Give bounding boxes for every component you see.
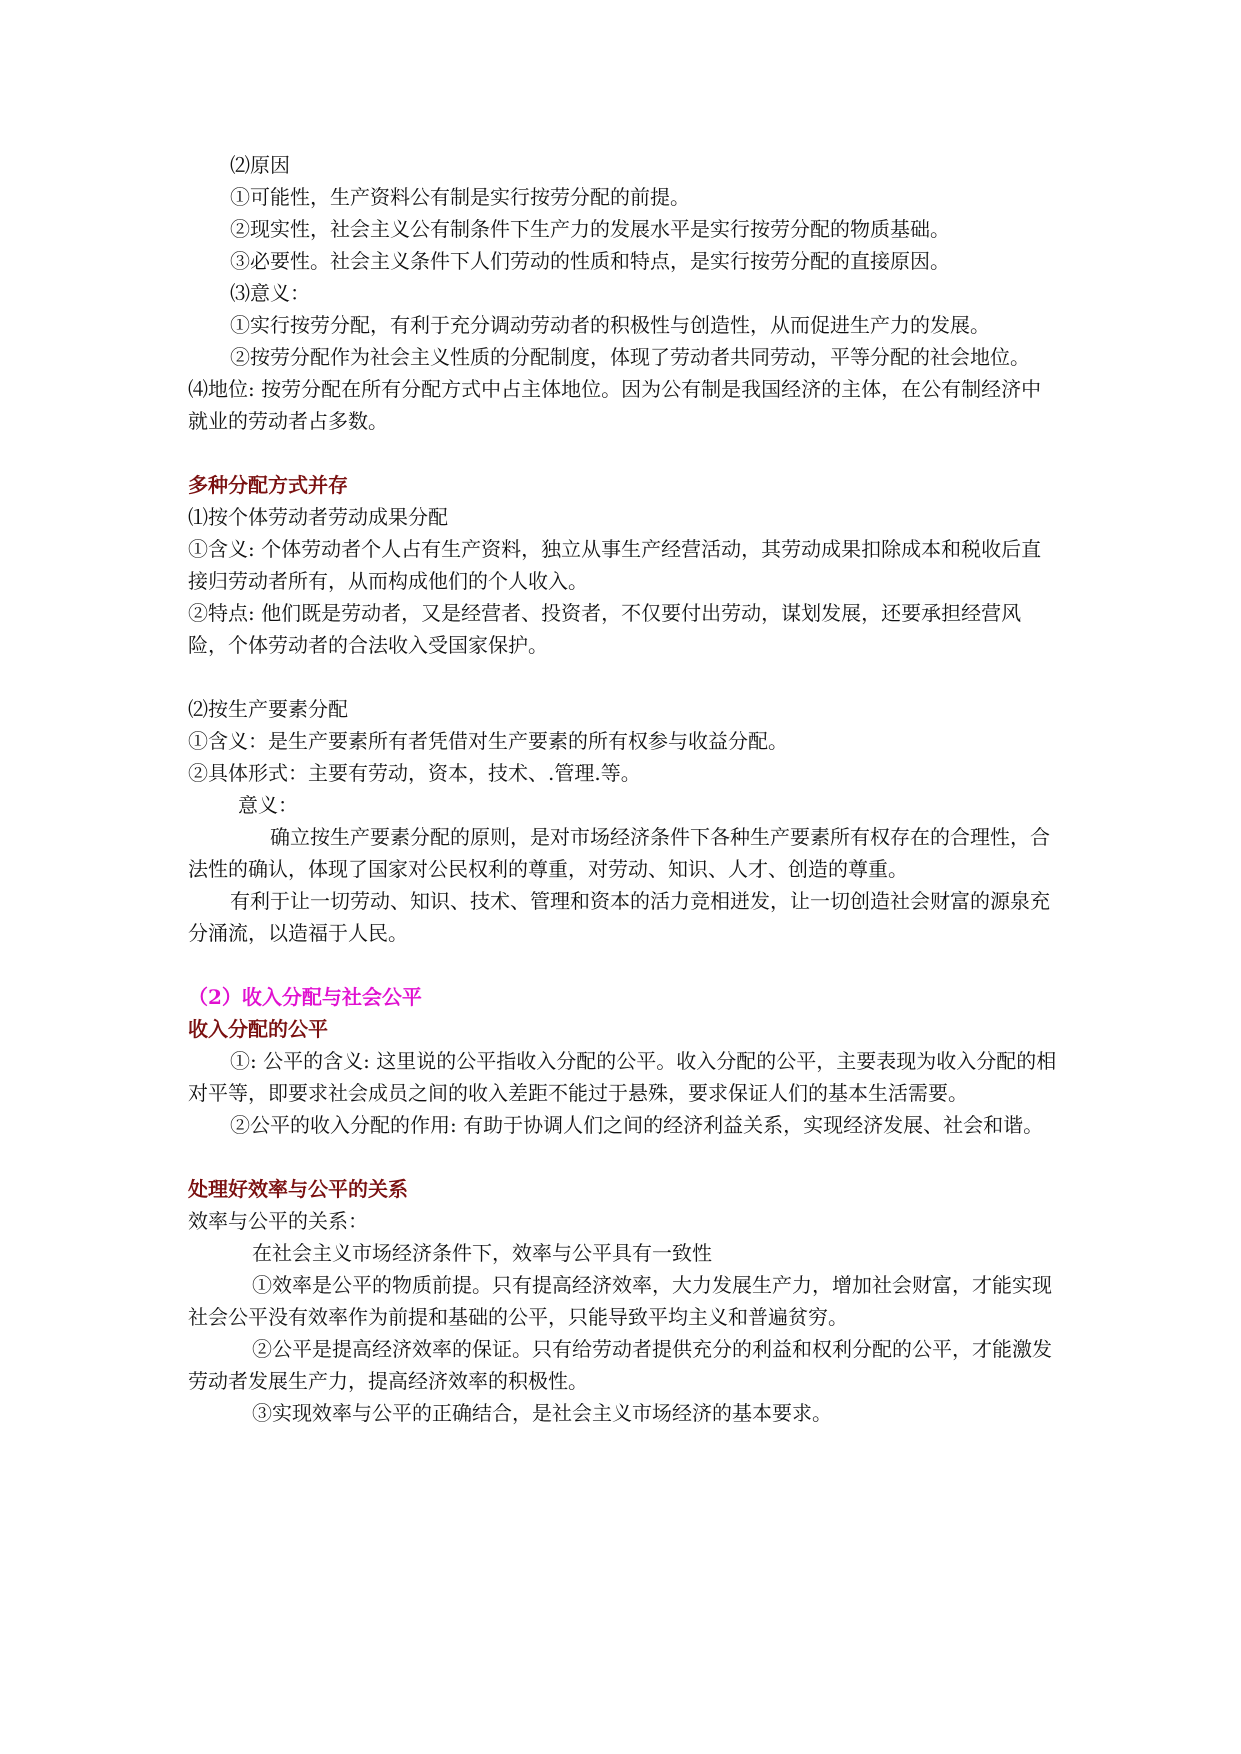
efficiency-fairness-item-3: ③实现效率与公平的正确结合，是社会主义市场经济的基本要求。 [252,1401,832,1425]
efficiency-fairness-intro: 在社会主义市场经济条件下，效率与公平具有一致性 [252,1241,712,1265]
individual-labor-meaning: ①含义: 个体劳动者个人占有生产资料，独立从事生产经营活动，其劳动成果扣除成本和税收后直接归劳动者所有，从而构成他们的个人收入。 [188,537,1042,593]
efficiency-fairness-item-1: ①效率是公平的物质前提。只有提高经济效率，大力发展生产力，增加社会财富，才能实现社会公平没有效率作为前提和基础的公平，只能导致平均主义和普遍贫穷。 [188,1273,1052,1329]
fairness-meaning: ①: 公平的含义: 这里说的公平指收入分配的公平。收入分配的公平，主要表现为收入分配的相对平等，即要求社会成员之间的收入差距不能过于悬殊，要求保证人们的基本生活需要。 [188,1049,1057,1105]
reason-item-3: ③必要性。社会主义条件下人们劳动的性质和特点，是实行按劳分配的直接原因。 [230,249,950,273]
section-heading-income-fairness: （2）收入分配与社会公平 [188,985,422,1009]
reason-heading: ⑵原因 [230,153,290,177]
status-paragraph: ⑷地位: 按劳分配在所有分配方式中占主体地位。因为公有制是我国经济的主体，在公有制经济中就业的劳动者占多数。 [188,377,1042,433]
reason-item-1: ①可能性，生产资料公有制是实行按劳分配的前提。 [230,185,690,209]
spacer [188,949,1058,981]
reason-item-2: ②现实性，社会主义公有制条件下生产力的发展水平是实行按劳分配的物质基础。 [230,217,950,241]
meaning-item-1: ①实行按劳分配，有利于充分调动劳动者的积极性与创造性，从而促进生产力的发展。 [230,313,990,337]
section-heading-multi-distribution: 多种分配方式并存 [188,473,348,497]
production-factor-significance-label: 意义： [238,793,298,817]
fairness-role: ②公平的收入分配的作用: 有助于协调人们之间的经济利益关系，实现经济发展、社会和谐。 [230,1113,1044,1137]
production-factor-meaning: ①含义：是生产要素所有者凭借对生产要素的所有权参与收益分配。 [188,729,788,753]
efficiency-fairness-item-2: ②公平是提高经济效率的保证。只有给劳动者提供充分的利益和权利分配的公平，才能激发劳动者发展生产力，提高经济效率的积极性。 [188,1337,1052,1393]
section-heading-efficiency-fairness: 处理好效率与公平的关系 [188,1177,408,1201]
production-factor-significance-2: 有利于让一切劳动、知识、技术、管理和资本的活力竞相迸发，让一切创造社会财富的源泉充分涌流，以造福于人民。 [188,889,1050,945]
subsection-heading-income-fairness: 收入分配的公平 [188,1017,328,1041]
individual-labor-features: ②特点: 他们既是劳动者，又是经营者、投资者，不仅要付出劳动，谋划发展，还要承担经营风险，个体劳动者的合法收入受国家保护。 [188,601,1022,657]
production-factor-forms: ②具体形式：主要有劳动，资本，技术、.管理.等。 [188,761,641,785]
production-factor-heading: ⑵按生产要素分配 [188,697,348,721]
document-body [188,149,1058,1429]
meaning-heading: ⑶意义： [230,281,310,305]
spacer [188,437,1058,469]
spacer [188,661,1058,693]
spacer [188,1141,1058,1173]
efficiency-fairness-relation-label: 效率与公平的关系： [188,1209,368,1233]
individual-labor-heading: ⑴按个体劳动者劳动成果分配 [188,505,448,529]
production-factor-significance-1: 确立按生产要素分配的原则，是对市场经济条件下各种生产要素所有权存在的合理性，合法性的确认，体现了国家对公民权利的尊重，对劳动、知识、人才、创造的尊重。 [188,825,1050,881]
meaning-item-2: ②按劳分配作为社会主义性质的分配制度，体现了劳动者共同劳动，平等分配的社会地位。 [230,345,1030,369]
